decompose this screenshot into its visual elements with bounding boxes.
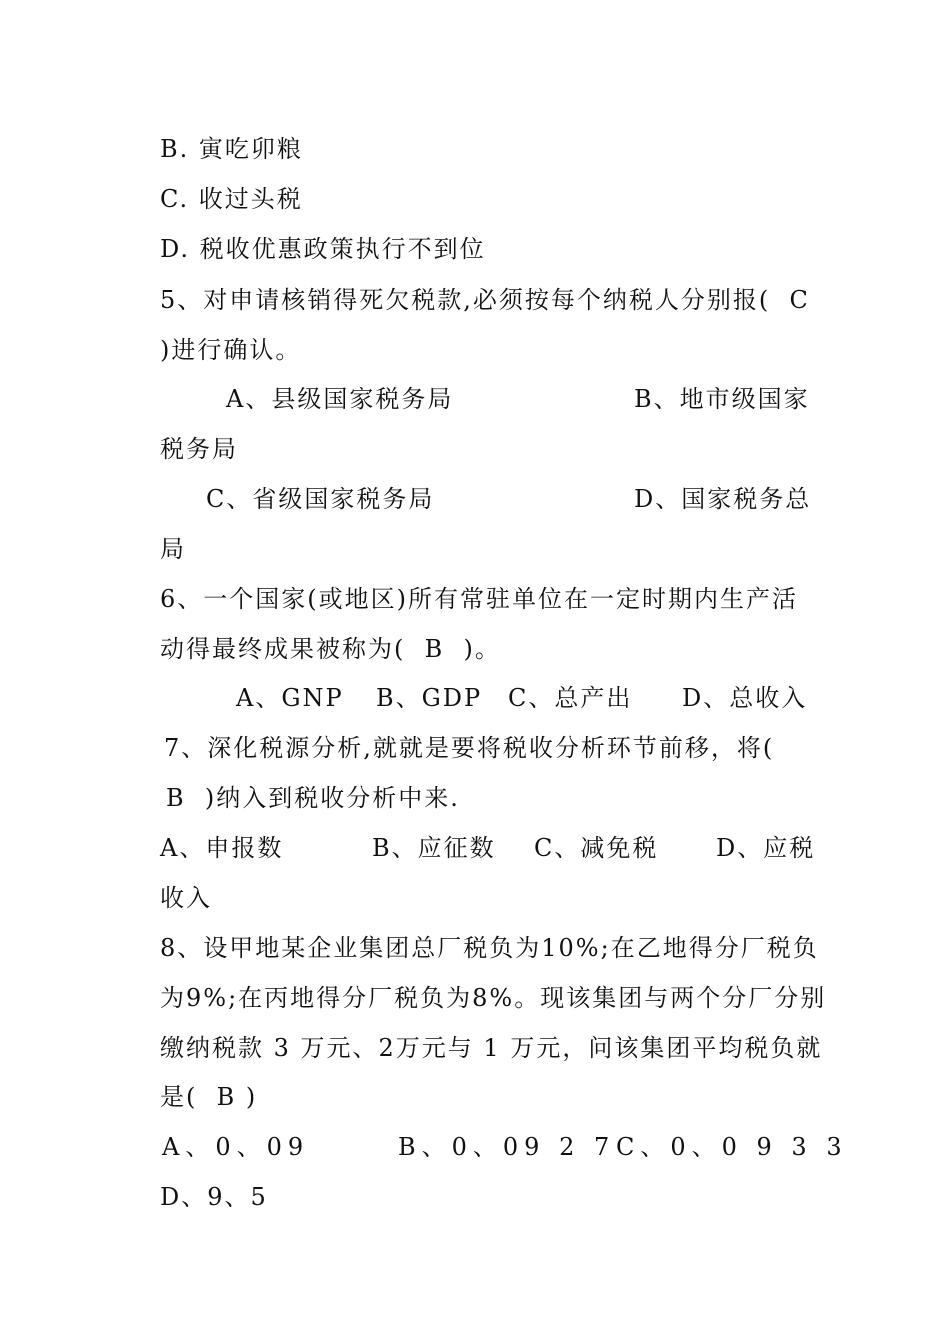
question-7-line-1: 7、深化税源分析,就就是要将税收分析环节前移，将( xyxy=(164,734,775,762)
question-5-option-a: A、县级国家税务局 xyxy=(226,385,454,413)
line-option-c: C. 收过头税 xyxy=(160,185,303,213)
question-5-option-b: B、地市级国家 xyxy=(634,385,810,413)
question-5-option-b-cont: 税务局 xyxy=(160,435,238,463)
question-6-option-c: C、总产出 xyxy=(508,684,633,712)
question-6-option-a: A、GNP xyxy=(236,684,344,712)
question-8-line-2: 为9%;在丙地得分厂税负为8%。现该集团与两个分厂分别 xyxy=(160,984,827,1012)
question-7-option-a: A、申报数 xyxy=(160,834,284,862)
question-8-line-1: 8、设甲地某企业集团总厂税负为10%;在乙地得分厂税负 xyxy=(160,934,819,962)
line-option-b: B. 寅吃卯粮 xyxy=(160,135,303,163)
question-6-option-b: B、GDP xyxy=(376,684,483,712)
question-5-line-2: )进行确认。 xyxy=(160,336,302,364)
question-8-line-4: 是( B ) xyxy=(160,1083,258,1111)
question-7-line-2: B )纳入到税收分析中来. xyxy=(166,784,460,812)
question-8-option-d: D、9、5 xyxy=(160,1183,268,1211)
question-6-line-2: 动得最终成果被称为( B )。 xyxy=(160,635,501,663)
line-option-d: D. 税收优惠政策执行不到位 xyxy=(160,235,486,263)
question-8-option-b: B、0、09 2 7 xyxy=(398,1133,616,1161)
question-7-option-c: C、减免税 xyxy=(534,834,659,862)
question-8-option-c: C、0、0 9 3 3 xyxy=(616,1133,848,1161)
question-7-option-d-cont: 收入 xyxy=(160,884,212,912)
question-6-line-1: 6、一个国家(或地区)所有常驻单位在一定时期内生产活 xyxy=(160,585,798,613)
question-5-option-d: D、国家税务总 xyxy=(634,485,812,513)
question-5-line-1: 5、对申请核销得死欠税款,必须按每个纳税人分别报( C xyxy=(160,286,810,314)
question-7-option-d: D、应税 xyxy=(716,834,816,862)
question-5-option-d-cont: 局 xyxy=(160,535,186,563)
question-6-option-d: D、总收入 xyxy=(682,684,808,712)
question-5-option-c: C、省级国家税务局 xyxy=(206,485,435,513)
question-8-line-3: 缴纳税款 3 万元、2万元与 1 万元，问该集团平均税负就 xyxy=(160,1034,823,1062)
question-8-option-a: A、0、09 xyxy=(162,1133,310,1161)
question-7-option-b: B、应征数 xyxy=(372,834,496,862)
